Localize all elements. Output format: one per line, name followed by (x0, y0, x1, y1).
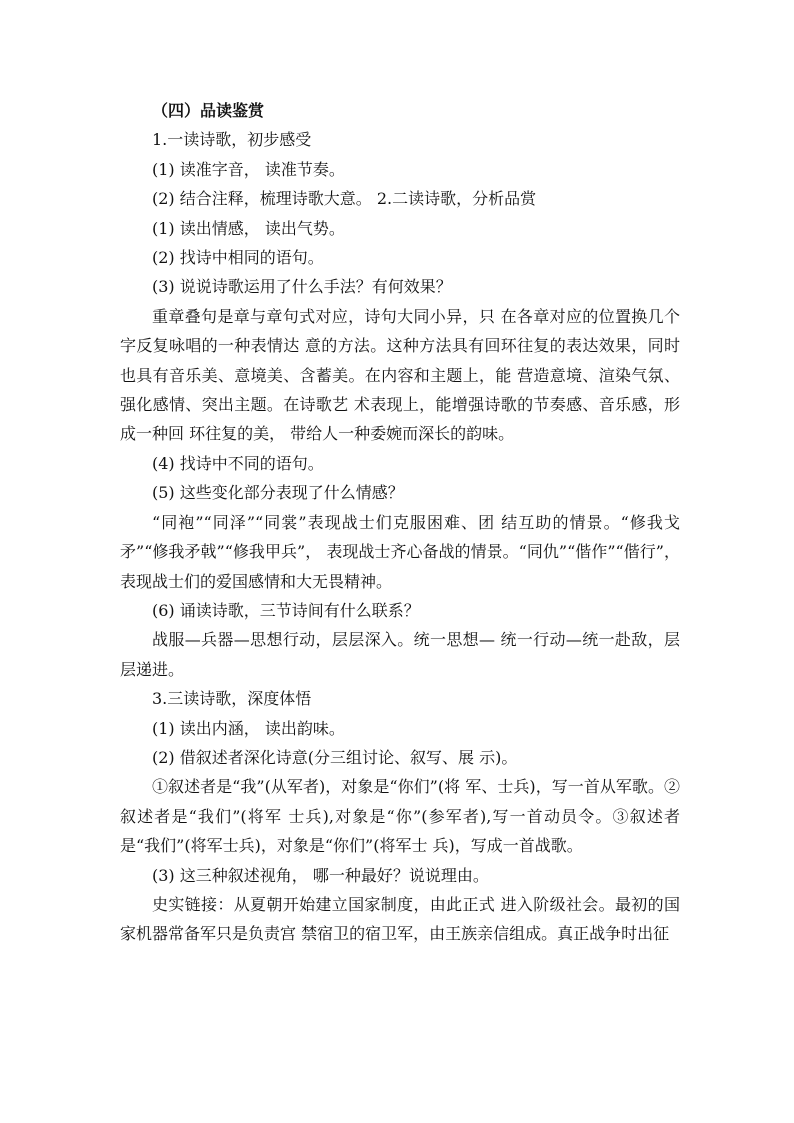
text-line: (5) 这些变化部分表现了什么情感？ (152, 483, 404, 503)
text-line: (4) 找诗中不同的语句。 (152, 453, 324, 473)
paragraph: 战服—兵器—思想行动，层层深入。统一思想— 统一行动—统一赴敌，层层递进。 (120, 630, 680, 679)
text-line: (2) 借叙述者深化诗意(分三组讨论、叙写、展 示)。 (152, 747, 518, 767)
text-line: (2) 结合注释，梳理诗歌大意。 2.二读诗歌，分析品赏 (152, 189, 537, 209)
section-heading: （四）品读鉴赏 (152, 101, 265, 120)
text-line: (1) 读出情感， 读出气势。 (152, 218, 345, 238)
paragraph: ①叙述者是“我”(从军者)，对象是“你们”(将 军、士兵)，写一首从军歌。②叙述者是“我们”(将军 士兵),对象是“你”(参军者),写一首动员令。③叙述者是“我们”(将军士兵)，对象是“你们”(将军士 兵)，写成一首战歌。 (120, 777, 680, 856)
text-line: (1) 读出内涵， 读出韵味。 (152, 718, 345, 738)
paragraph: 史实链接：从夏朝开始建立国家制度，由此正式 进入阶级社会。最初的国家机器常备军只是负责宫 禁宿卫的宿卫军，由王族亲信组成。真正战争时出征 (120, 894, 680, 944)
text-line: 1.一读诗歌，初步感受 (152, 130, 312, 150)
text-line: (3) 说说诗歌运用了什么手法？有何效果？ (152, 277, 452, 297)
paragraph: “同袍”“同泽”“同裳”表现战士们克服困难、团 结互助的情景。“修我戈矛”“修我矛戟”“修我甲兵”， 表现战士齐心备战的情景。“同仇”“偕作”“偕行”， 表现战士们的爱国感情和大无畏精神。 (120, 512, 680, 591)
text-line: (3) 这三种叙述视角， 哪一种最好？说说理由。 (152, 865, 489, 885)
document-body (120, 96, 680, 949)
text-line: (6) 诵读诗歌，三节诗间有什么联系？ (152, 600, 420, 620)
text-line: (1) 读准字音， 读准节奏。 (152, 159, 345, 179)
text-line: 3.三读诗歌，深度体悟 (152, 689, 312, 709)
text-line: (2) 找诗中相同的语句。 (152, 248, 324, 268)
paragraph: 重章叠句是章与章句式对应，诗句大同小异，只 在各章对应的位置换几个字反复咏唱的一种表情达 意的方法。这种方法具有回环往复的表达效果，同时也具有音乐美、意境美、含蓄美。在内容和主题上，能 营造意境、渲染气氛、强化感情、突出主题。在诗歌艺 术表现上，能增强诗歌的节奏感、音乐感，形成一种回 环往复的美， 带给人一种委婉而深长的韵味。 (120, 306, 680, 444)
